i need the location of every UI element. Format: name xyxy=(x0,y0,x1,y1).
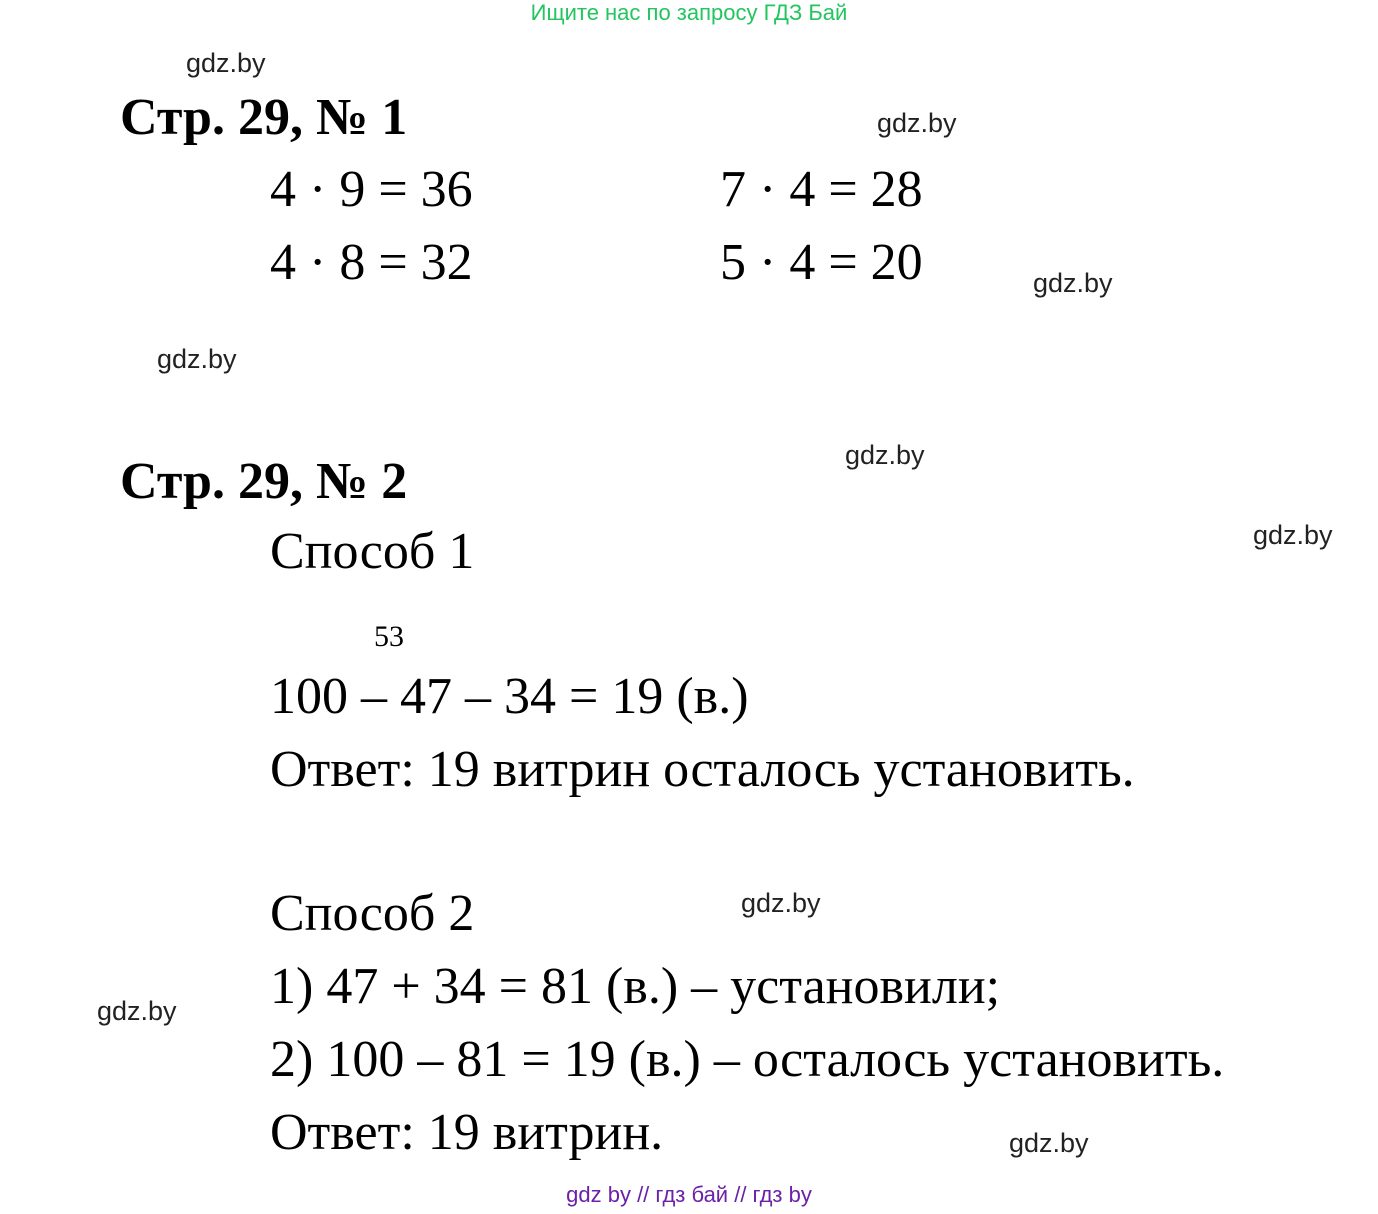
method1-answer: Ответ: 19 витрин осталось установить. xyxy=(270,741,1135,798)
watermark: gdz.by xyxy=(157,344,237,374)
footer-links: gdz by // гдз бай // гдз by xyxy=(566,1182,812,1207)
equation-row: 4 · 9 = 36 xyxy=(270,161,473,218)
search-banner: Ищите нас по запросу ГДЗ Бай xyxy=(530,0,848,25)
watermark: gdz.by xyxy=(1253,520,1333,550)
equation-row: 5 · 4 = 20 xyxy=(720,234,923,291)
method1-expression: 100 – 47 – 34 = 19 (в.) xyxy=(270,668,749,725)
equation-row: 4 · 8 = 32 xyxy=(270,234,473,291)
watermark: gdz.by xyxy=(741,888,821,918)
method1-note: 53 xyxy=(374,620,404,653)
task1-heading: Стр. 29, № 1 xyxy=(120,89,408,146)
watermark: gdz.by xyxy=(845,440,925,470)
method2-step2: 2) 100 – 81 = 19 (в.) – осталось установить. xyxy=(270,1031,1225,1088)
method2-step1: 1) 47 + 34 = 81 (в.) – установили; xyxy=(270,958,1001,1015)
task2-heading: Стр. 29, № 2 xyxy=(120,453,408,510)
watermark: gdz.by xyxy=(97,996,177,1026)
equation-row: 7 · 4 = 28 xyxy=(720,161,923,218)
watermark: gdz.by xyxy=(877,108,957,138)
watermark: gdz.by xyxy=(1009,1128,1089,1158)
watermark: gdz.by xyxy=(1033,268,1113,298)
method1-title: Способ 1 xyxy=(270,523,475,580)
method2-title: Способ 2 xyxy=(270,885,475,942)
method2-answer: Ответ: 19 витрин. xyxy=(270,1104,664,1161)
watermark: gdz.by xyxy=(186,48,266,78)
